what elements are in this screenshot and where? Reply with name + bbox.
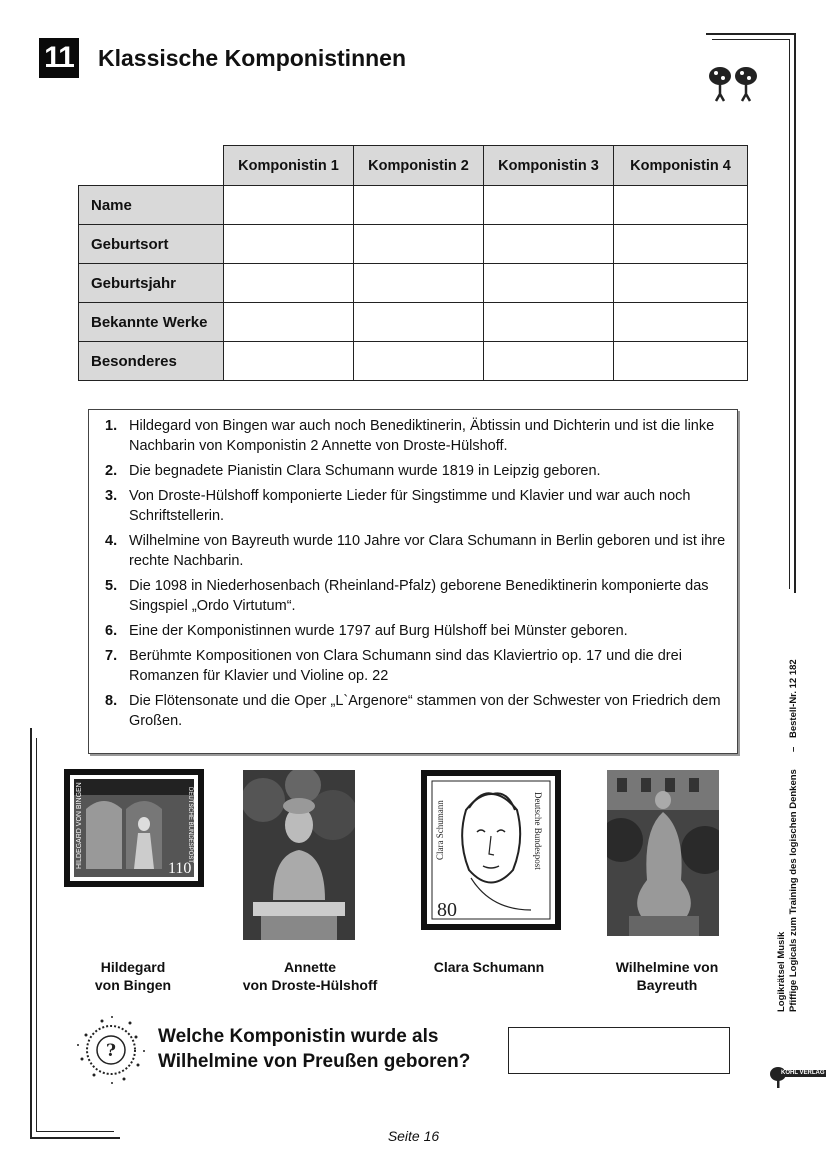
caption-annette: Annette von Droste-Hülshoff — [242, 959, 378, 993]
table-cell[interactable] — [484, 303, 614, 342]
frame-line-left-inner — [36, 738, 37, 1131]
sidebar-order-wrap — [788, 659, 799, 739]
table-cell[interactable] — [614, 186, 748, 225]
annette-bust-photo — [243, 770, 355, 940]
stamp-value: 80 — [437, 899, 457, 921]
table-cell[interactable] — [224, 342, 354, 381]
clue-item: 8. Die Flötensonate und die Oper „L`Argenore“ stammen von der Schwester von Friedrich dem Großen. — [105, 693, 721, 729]
row-header: Geburtsort — [79, 225, 224, 264]
stamp-side-text: DEUTSCHE BUNDESPOST — [187, 787, 193, 864]
table-cell[interactable] — [614, 303, 748, 342]
row-header: Bekannte Werke — [79, 303, 224, 342]
question-mark-icon — [72, 1015, 150, 1085]
sidebar-order-number: Bestell-Nr. 12 182 — [788, 659, 799, 738]
clue-item: 4. Wilhelmine von Bayreuth wurde 110 Jahre vor Clara Schumann in Berlin geboren und ist ihre rechte Nachbarin. — [105, 533, 726, 569]
table-corner — [79, 146, 224, 186]
logic-grid-table — [78, 145, 748, 381]
table-cell[interactable] — [484, 342, 614, 381]
table-cell[interactable] — [484, 186, 614, 225]
table-cell[interactable] — [224, 303, 354, 342]
publisher-name: KOHL VERLAG — [781, 1070, 825, 1076]
row-header: Name — [79, 186, 224, 225]
table-cell[interactable] — [614, 225, 748, 264]
trees-icon — [706, 64, 760, 102]
hildegard-stamp-image — [64, 769, 204, 887]
table-cell[interactable] — [614, 342, 748, 381]
frame-line-top — [706, 33, 796, 35]
row-header: Besonderes — [79, 342, 224, 381]
caption-wilhelmine: Wilhelmine von Bayreuth — [615, 959, 719, 993]
frame-line-right-inner — [789, 39, 790, 589]
frame-line-right — [794, 33, 796, 593]
clues-box — [88, 409, 738, 754]
caption-hildegard: Hildegard von Bingen — [94, 959, 172, 993]
sidebar-line-2: Pfiffige Logicals zum Training des logischen Denkens — [788, 769, 799, 1012]
clue-item: 7. Berühmte Kompositionen von Clara Schumann sind das Klaviertrio op. 17 und die drei Romanzen für Klavier und Violine op. 22 — [105, 648, 682, 684]
table-cell[interactable] — [484, 264, 614, 303]
table-cell[interactable] — [354, 342, 484, 381]
clara-schumann-stamp-image — [421, 770, 561, 930]
table-cell[interactable] — [224, 225, 354, 264]
clue-item: 5. Die 1098 in Niederhosenbach (Rheinland-Pfalz) geborene Benediktinerin komponierte das Singspiel „Ordo Virtutum“. — [105, 578, 709, 614]
frame-line-left — [30, 728, 32, 1138]
sidebar-dash: – — [788, 746, 799, 752]
clue-item: 2. Die begnadete Pianistin Clara Schumann wurde 1819 in Leipzig geboren. — [105, 463, 601, 479]
page-title: Klassische Komponistinnen — [98, 45, 407, 71]
table-cell[interactable] — [354, 186, 484, 225]
stamp-side-text: HILDEGARD VON BINGEN — [76, 782, 83, 869]
table-cell[interactable] — [354, 264, 484, 303]
table-cell[interactable] — [614, 264, 748, 303]
stamp-side-text: Deutsche Bundespost — [533, 792, 543, 870]
clue-item: 3. Von Droste-Hülshoff komponierte Lieder für Singstimme und Klavier und war auch noch Schriftstellerin. — [105, 488, 691, 524]
row-header: Geburtsjahr — [79, 264, 224, 303]
table-cell[interactable] — [354, 303, 484, 342]
wilhelmine-statue-photo — [607, 770, 719, 936]
table-cell[interactable] — [224, 264, 354, 303]
stamp-value: 110 — [168, 860, 192, 877]
column-header: Komponistin 1 — [224, 146, 354, 186]
table-cell[interactable] — [484, 225, 614, 264]
page-number: Seite 16 — [387, 1128, 440, 1144]
clue-item: 1. Hildegard von Bingen war auch noch Benediktinerin, Äbtissin und Dichterin und ist die linke Nachbarin von Komponistin 2 Annette von Droste-Hülshoff. — [105, 418, 715, 454]
svg-text:?: ? — [106, 1041, 116, 1061]
bonus-question: Welche Komponistin wurde als Wilhelmine von Preußen geboren? — [158, 1026, 471, 1072]
answer-box[interactable] — [508, 1027, 730, 1074]
sidebar-line-1: Logikrätsel Musik — [776, 931, 787, 1012]
sidebar-text-2 — [788, 769, 799, 1013]
table-cell[interactable] — [354, 225, 484, 264]
stamp-side-text: Clara Schumann — [435, 800, 445, 860]
caption-clara: Clara Schumann — [433, 959, 545, 975]
sidebar-dash-wrap — [788, 746, 799, 753]
table-cell[interactable] — [224, 186, 354, 225]
column-header: Komponistin 4 — [614, 146, 748, 186]
column-header: Komponistin 2 — [354, 146, 484, 186]
exercise-number: 11 — [39, 38, 79, 78]
clue-item: 6. Eine der Komponistinnen wurde 1797 auf Burg Hülshoff bei Münster geboren. — [105, 623, 628, 639]
frame-line-top-inner — [712, 39, 790, 40]
column-header: Komponistin 3 — [484, 146, 614, 186]
sidebar-text — [776, 931, 787, 1013]
